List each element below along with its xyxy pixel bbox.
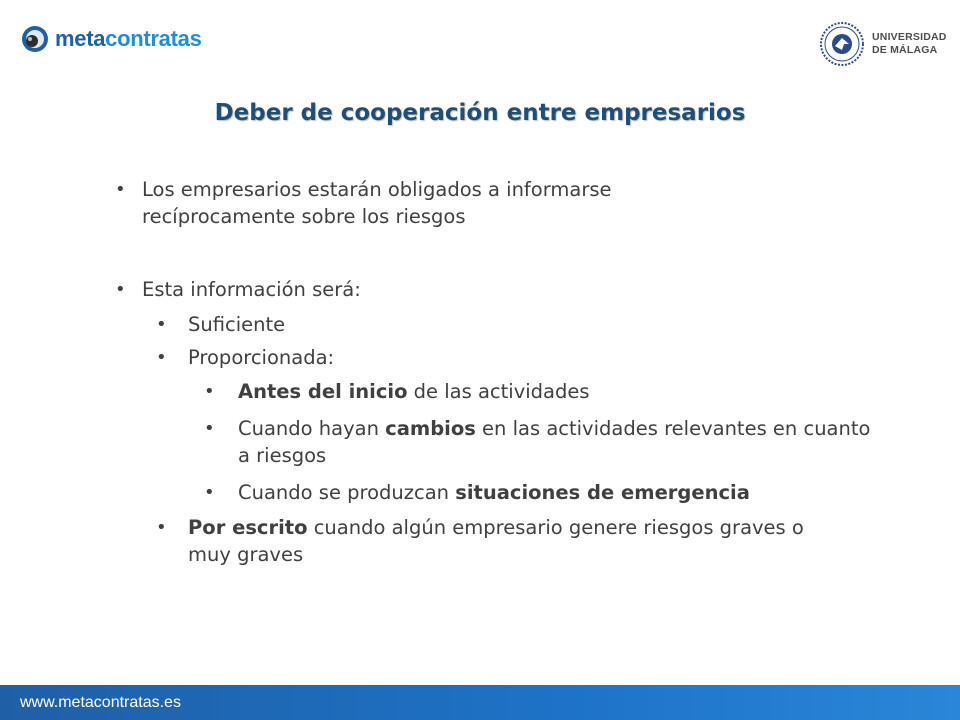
bullet-informacion-sera: • Esta información será: xyxy=(142,276,762,303)
bullet-antes-del-inicio: • Antes del inicio de las actividades xyxy=(238,378,878,405)
bullet-cambios: • Cuando hayan cambios en las actividades relevantes en cuanto a riesgos xyxy=(238,415,878,469)
bullet-por-escrito: • Por escrito cuando algún empresario genere riesgos graves o muy graves xyxy=(188,514,828,568)
bullet-informarse: • Los empresarios estarán obligados a informarse recíprocamente sobre los riesgos xyxy=(142,176,762,230)
bullet-emergencia: • Cuando se produzcan situaciones de emergencia xyxy=(238,479,878,506)
footer-url[interactable]: www.metacontratas.es xyxy=(20,694,181,711)
university-name-line1: UNIVERSIDAD xyxy=(872,31,947,43)
footer-bar xyxy=(0,685,960,720)
university-seal-icon xyxy=(820,22,864,66)
metacontratas-logo-text: metacontratas xyxy=(55,26,202,51)
bullet-suficiente: • Suficiente xyxy=(188,311,788,338)
metacontratas-logo xyxy=(20,24,202,54)
metacontratas-logo-icon xyxy=(20,24,50,54)
bullet-proporcionada: • Proporcionada: xyxy=(188,344,788,371)
universidad-malaga-logo xyxy=(820,22,947,66)
university-name-line2: DE MÁLAGA xyxy=(872,44,938,56)
slide-title: Deber de cooperación entre empresarios xyxy=(214,100,746,126)
